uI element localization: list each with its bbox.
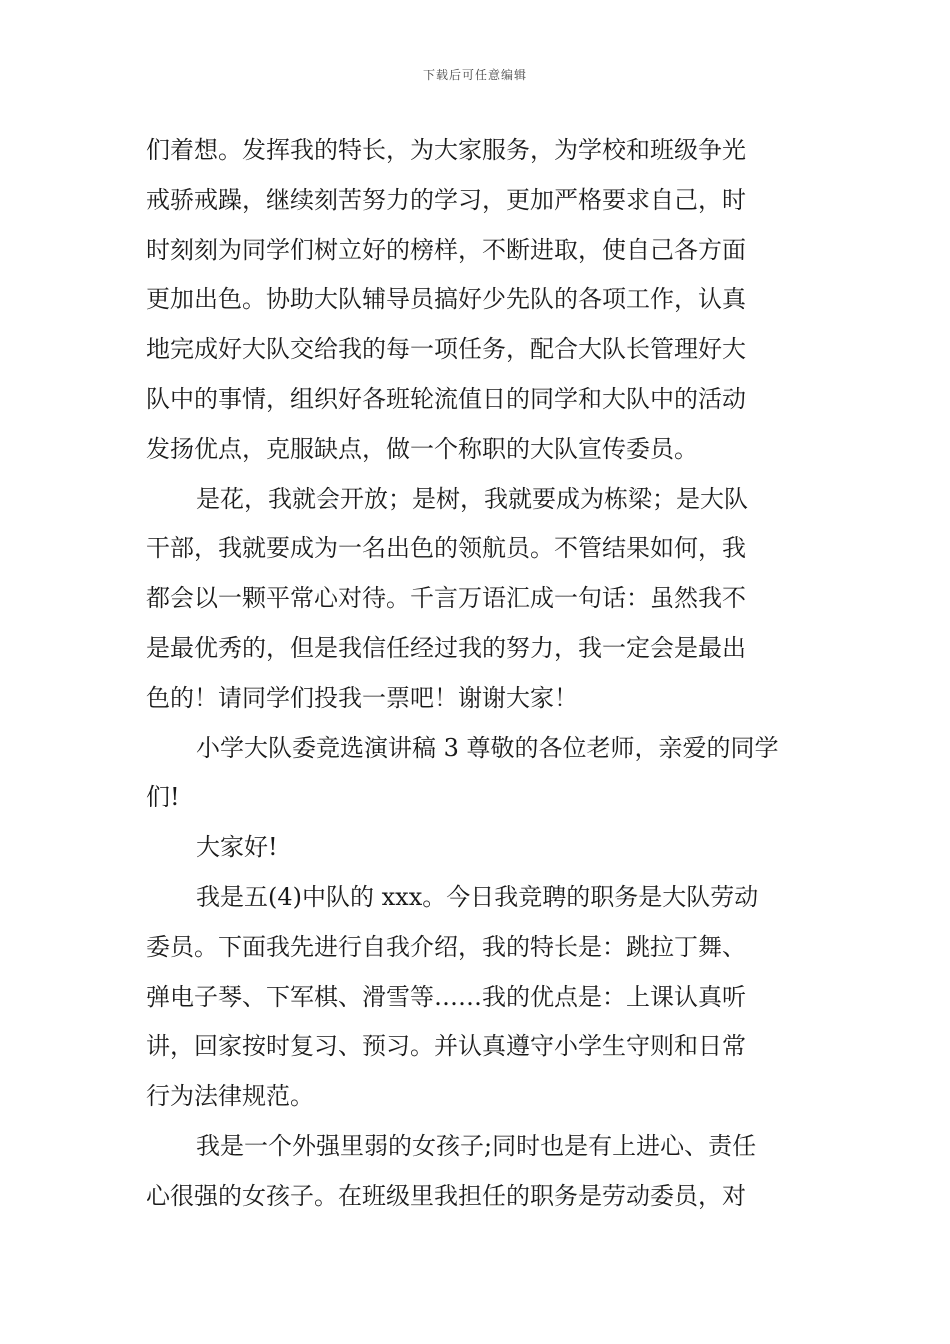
text-line: 队中的事情，组织好各班轮流值日的同学和大队中的活动 <box>146 384 746 413</box>
text-line: 我是一个外强里弱的女孩子;同时也是有上进心、责任 <box>196 1131 757 1160</box>
text-line: 我是五(4)中队的 xxx。今日我竞聘的职务是大队劳动 <box>196 882 759 911</box>
page-header: 下载后可任意编辑 <box>422 68 527 82</box>
text-line: 是最优秀的，但是我信任经过我的努力，我一定会是最出 <box>146 633 746 662</box>
text-line: 是花，我就会开放；是树，我就要成为栋梁；是大队 <box>196 484 748 513</box>
text-line: 地完成好大队交给我的每一项任务，配合大队长管理好大 <box>146 335 746 364</box>
text-line: 色的！请同学们投我一票吧！谢谢大家！ <box>146 683 578 712</box>
text-line: 行为法律规范。 <box>146 1082 314 1111</box>
text-line: 们! <box>146 783 180 812</box>
text-line: 小学大队委竞选演讲稿 3 尊敬的各位老师，亲爱的同学 <box>196 733 779 762</box>
text-line: 弹电子琴、下军棋、滑雪等……我的优点是：上课认真听 <box>146 982 746 1011</box>
text-line: 委员。下面我先进行自我介绍，我的特长是：跳拉丁舞、 <box>146 932 746 961</box>
text-line: 更加出色。协助大队辅导员搞好少先队的各项工作，认真 <box>146 285 746 314</box>
text-line: 都会以一颗平常心对待。千言万语汇成一句话：虽然我不 <box>146 584 746 613</box>
text-line: 大家好! <box>196 833 278 862</box>
text-line: 发扬优点，克服缺点，做一个称职的大队宣传委员。 <box>146 434 698 463</box>
text-line: 戒骄戒躁，继续刻苦努力的学习，更加严格要求自己，时 <box>146 185 746 214</box>
text-line: 干部，我就要成为一名出色的领航员。不管结果如何，我 <box>146 534 746 563</box>
text-line: 们着想。发挥我的特长，为大家服务，为学校和班级争光 <box>146 136 746 164</box>
text-line: 讲，回家按时复习、预习。并认真遵守小学生守则和日常 <box>146 1032 746 1061</box>
document-body <box>146 126 808 1222</box>
text-line: 心很强的女孩子。在班级里我担任的职务是劳动委员，对 <box>146 1181 746 1210</box>
text-line: 时刻刻为同学们树立好的榜样，不断进取，使自己各方面 <box>146 235 746 264</box>
